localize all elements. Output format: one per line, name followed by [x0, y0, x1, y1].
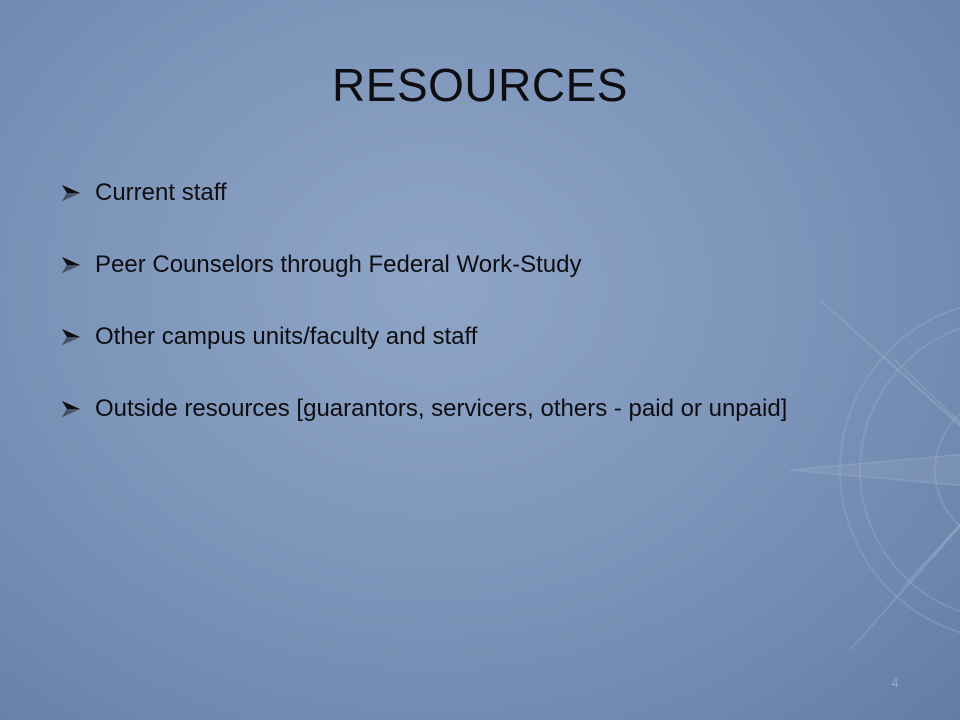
bullet-text: Other campus units/faculty and staff: [95, 323, 478, 350]
bullet-text: Outside resources [guarantors, servicers, others - paid or unpaid]: [95, 395, 788, 422]
bullet-item: [60, 392, 900, 425]
bullet-item: [60, 176, 900, 209]
bullet-list: [60, 176, 900, 464]
arrowhead-bullet-icon: [60, 183, 82, 203]
arrowhead-bullet-icon: [60, 255, 82, 275]
arrowhead-bullet-icon: [60, 399, 82, 419]
bullet-text: Current staff: [95, 179, 227, 206]
bullet-item: [60, 320, 900, 353]
bullet-text: Peer Counselors through Federal Work-Study: [95, 251, 582, 278]
bullet-item: [60, 248, 900, 281]
page-number: 4: [891, 676, 899, 690]
arrowhead-bullet-icon: [60, 327, 82, 347]
slide-title: RESOURCES: [332, 59, 628, 111]
